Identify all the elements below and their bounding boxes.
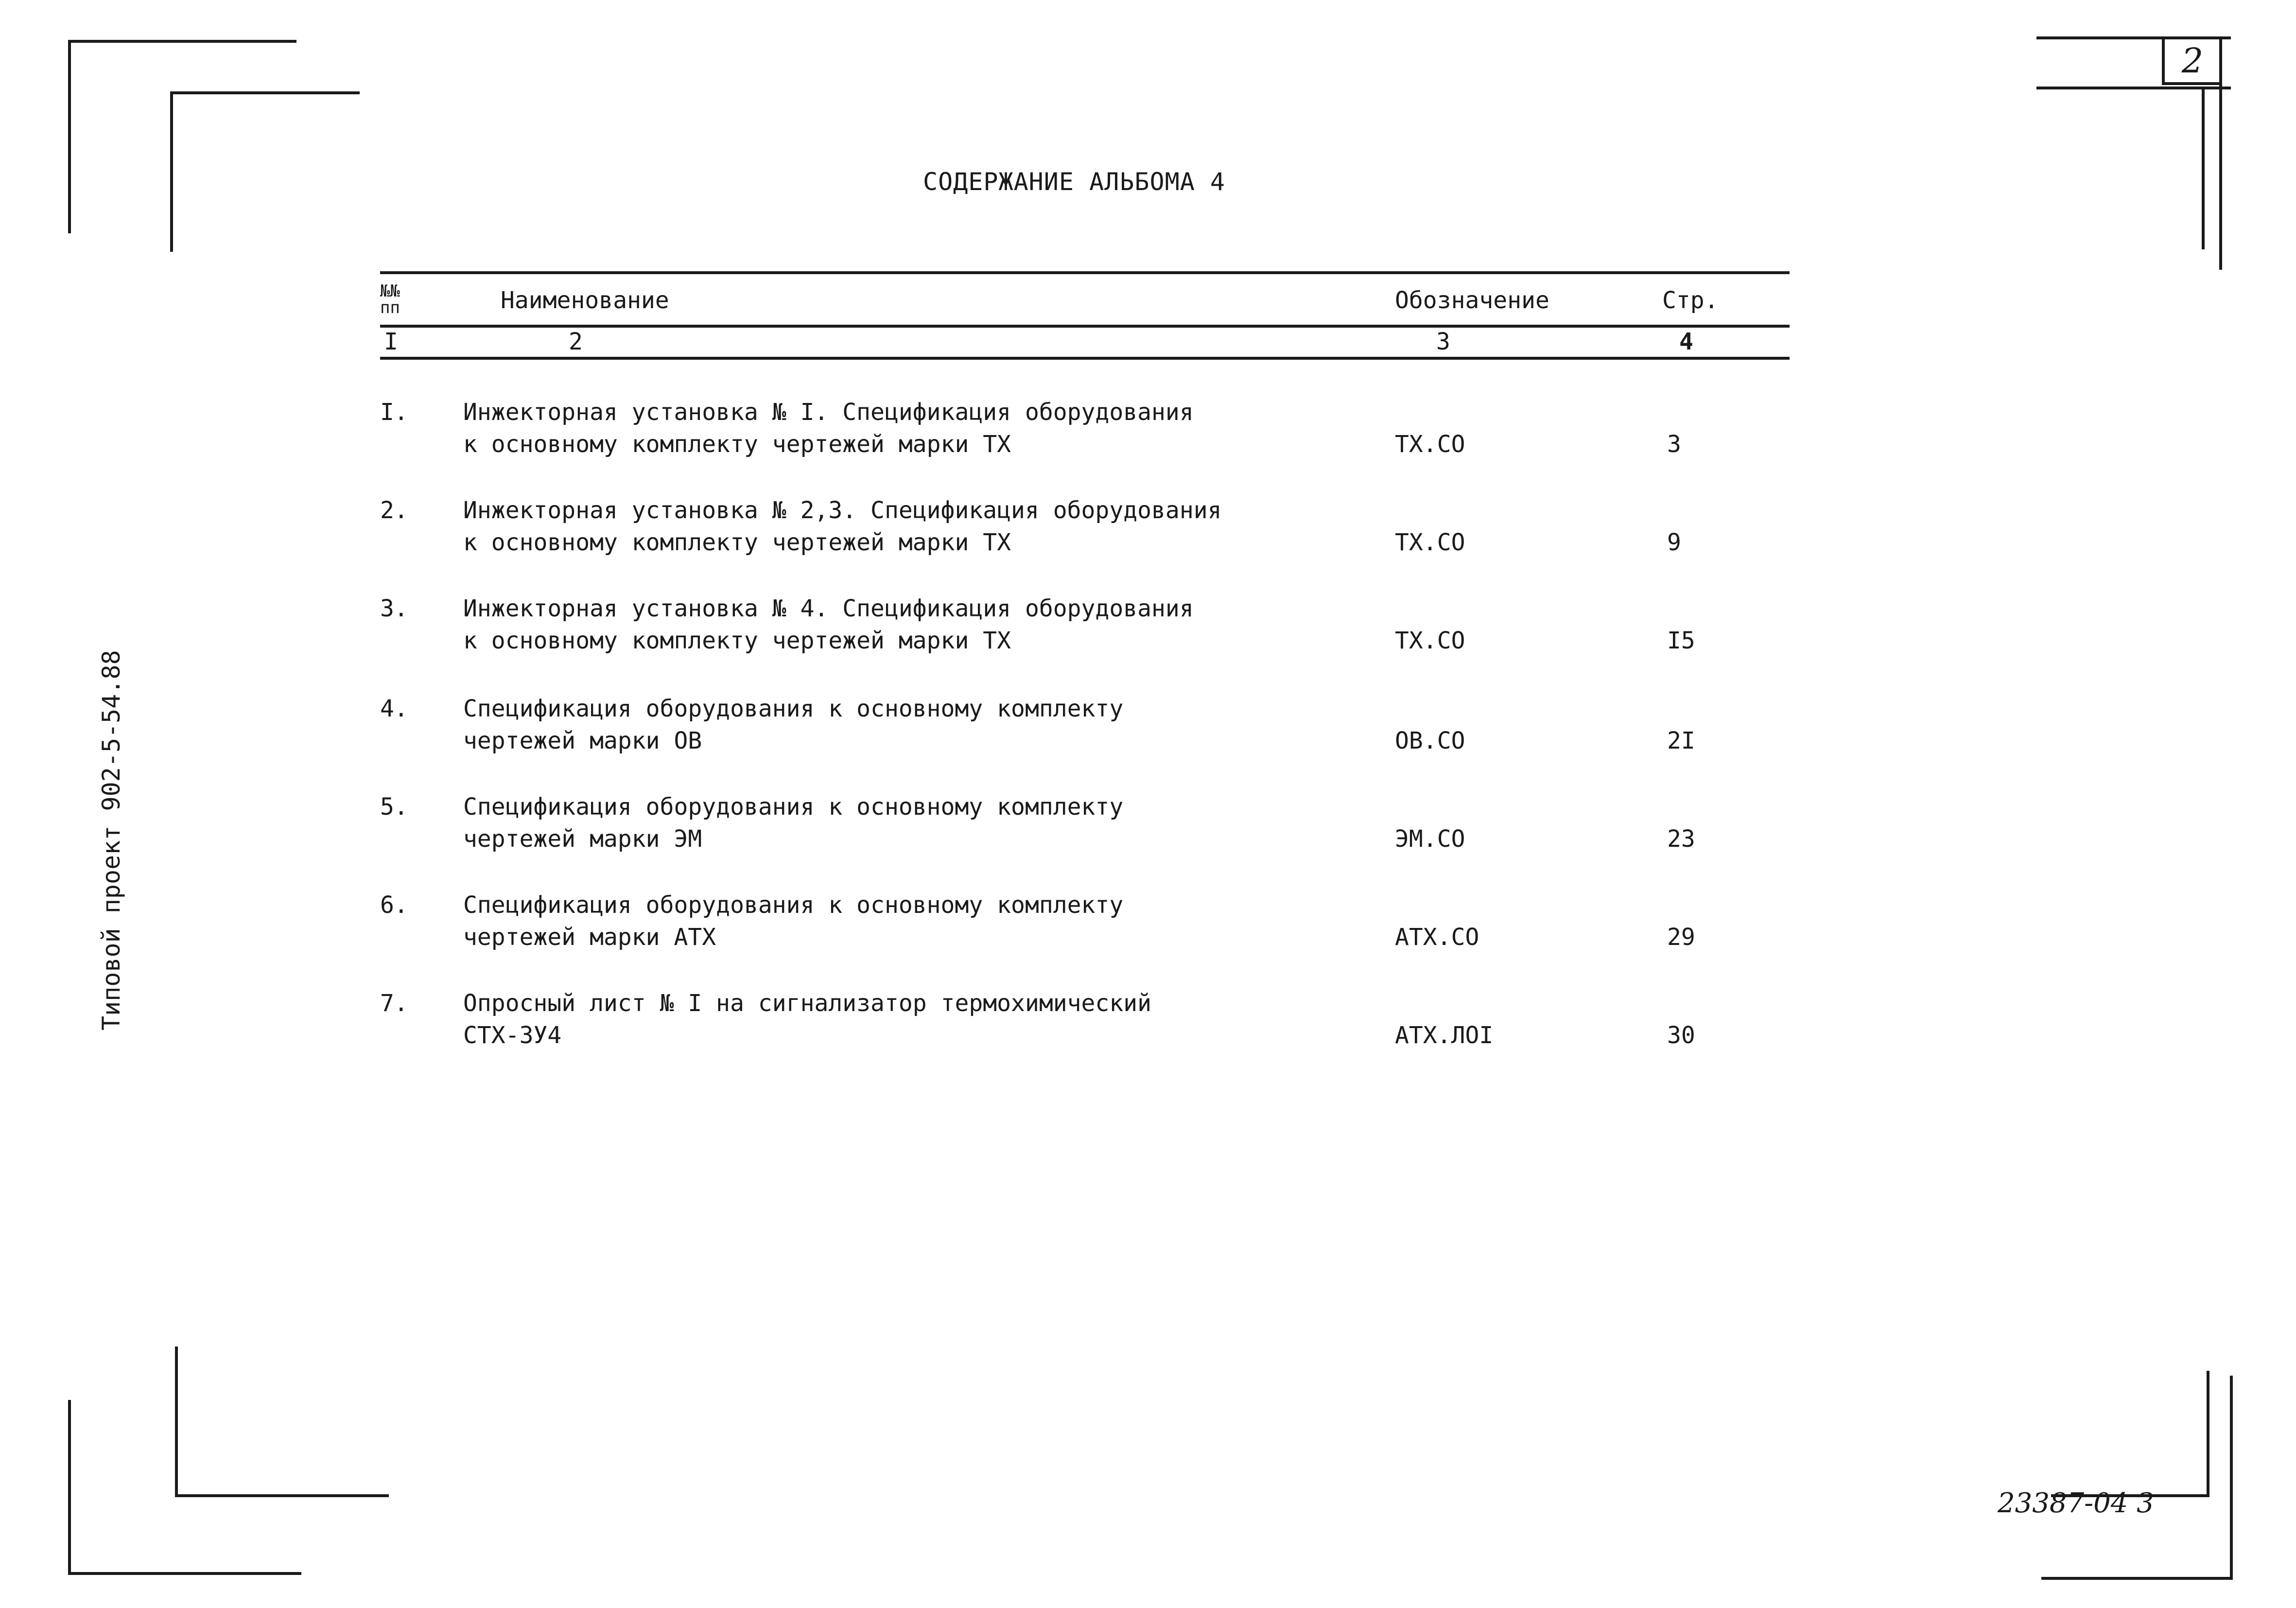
row-name-line2: к основному комплекту чертежей марки ТХ [463,627,1011,654]
corner-mark-line [175,1346,178,1497]
corner-mark-line [175,1494,389,1497]
row-number: 2. [380,497,408,524]
column-number: I [384,328,398,355]
row-name-line1: Спецификация оборудования к основному комплекту [463,891,1124,919]
row-name-line2: к основному комплекту чертежей марки ТХ [463,431,1011,458]
row-name-line1: Инжекторная установка № 2,3. Спецификация оборудования [463,497,1222,524]
corner-mark-line [170,91,173,252]
side-project-label: Типовой проект 902-5-54.88 [97,650,125,1031]
corner-mark-line [68,1572,301,1575]
table-row [0,497,2296,584]
row-name-line2: чертежей марки ОВ [463,727,702,754]
table-row [0,891,2296,979]
row-number: 7. [380,990,408,1017]
row-name-line1: Опросный лист № I на сигнализатор термохимический [463,990,1152,1017]
row-page: 30 [1667,1022,1695,1049]
corner-mark-line [170,91,360,94]
column-number: 4 [1679,328,1693,355]
row-code: АТХ.СО [1395,924,1479,951]
table-row [0,399,2296,486]
row-number: 4. [380,695,408,722]
table-row [0,695,2296,783]
table-row [0,595,2296,682]
row-name-line1: Спецификация оборудования к основному комплекту [463,695,1124,722]
table-header-rule [380,325,1790,328]
table-top-rule [380,271,1790,274]
corner-mark-line [2202,87,2205,249]
row-page: 23 [1667,825,1695,853]
header-nn-top: №№ [380,281,400,301]
table-row [0,990,2296,1077]
row-code: ТХ.СО [1395,529,1465,556]
header-code: Обозначение [1395,287,1549,314]
page-title: СОДЕРЖАНИЕ АЛЬБОМА 4 [922,168,1226,196]
corner-mark-line [68,1400,71,1575]
row-page: 29 [1667,924,1695,951]
row-number: I. [380,399,408,426]
row-number: 5. [380,793,408,821]
row-code: ЭМ.СО [1395,825,1465,853]
row-name-line1: Инжекторная установка № I. Спецификация оборудования [463,399,1194,426]
corner-mark-line [68,40,296,43]
corner-mark-line [2041,1577,2233,1580]
header-nn-bottom: пп [380,298,400,317]
row-page: I5 [1667,627,1695,654]
corner-mark-line [2207,1371,2209,1497]
row-page: 9 [1667,529,1681,556]
row-number: 6. [380,891,408,919]
row-page: 3 [1667,431,1681,458]
row-code: ТХ.СО [1395,627,1465,654]
corner-mark-line [68,40,71,233]
table-row [0,793,2296,881]
row-name-line2: чертежей марки АТХ [463,924,716,951]
row-name-line1: Спецификация оборудования к основному комплекту [463,793,1124,821]
row-number: 3. [380,595,408,622]
row-name-line2: чертежей марки ЭМ [463,825,702,853]
row-code: ОВ.СО [1395,727,1465,754]
header-name: Наименование [501,287,669,314]
corner-mark-line [2230,1376,2233,1580]
table-column-number-rule [380,357,1790,360]
header-number-column [380,283,400,316]
archive-code: 23387-04 3 [1998,1487,2154,1519]
row-page: 2I [1667,727,1695,754]
row-name-line2: к основному комплекту чертежей марки ТХ [463,529,1011,556]
header-page: Стр. [1662,287,1719,314]
page-number: 2 [2162,36,2220,85]
column-number: 2 [569,328,583,355]
row-name-line1: Инжекторная установка № 4. Спецификация оборудования [463,595,1194,622]
row-code: ТХ.СО [1395,431,1465,458]
row-name-line2: СТХ-3У4 [463,1022,562,1049]
row-code: АТХ.ЛОI [1395,1022,1494,1049]
column-number: 3 [1436,328,1450,355]
